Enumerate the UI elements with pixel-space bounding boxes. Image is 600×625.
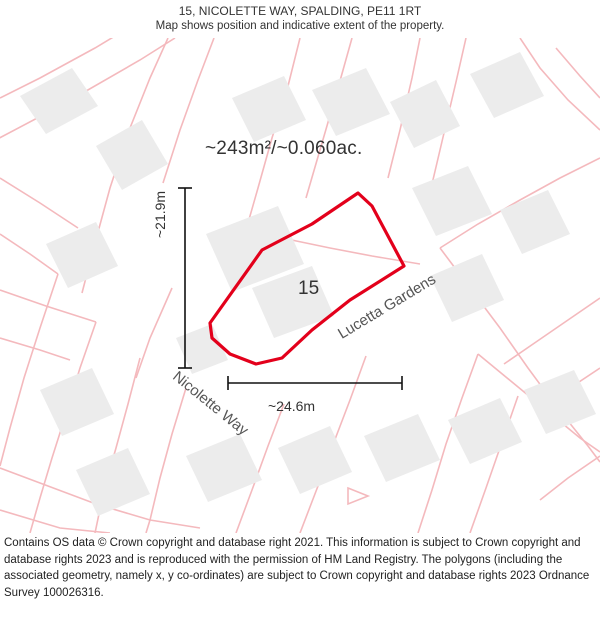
street-label-lucetta-gardens: Lucetta Gardens [335,270,439,343]
dimension-horizontal-label: ~24.6m [268,398,316,414]
direction-marker [348,488,368,504]
area-label: ~243m²/~0.060ac. [205,138,363,159]
map-header [0,0,600,38]
dimension-vertical-label: ~21.9m [152,190,168,238]
copyright-notice: Contains OS data © Crown copyright and database right 2021. This information is subject to Crown copyright and database rights 2023 and is reproduced with the permission of HM Land Registry. The polygons (including the associated geometry, namely x, y co-ordinates) are subject to Crown copyright and database rights 2023 Ordnance Survey 100026316. [4,537,590,599]
page-subtitle: Map shows position and indicative extent of the property. [155,20,445,32]
page-title: 15, NICOLETTE WAY, SPALDING, PE11 1RT [178,4,422,18]
street-label-nicolette-way: Nicolette Way [169,368,252,440]
plot-number-label: 15 [298,278,320,299]
map-canvas[interactable] [0,38,600,533]
